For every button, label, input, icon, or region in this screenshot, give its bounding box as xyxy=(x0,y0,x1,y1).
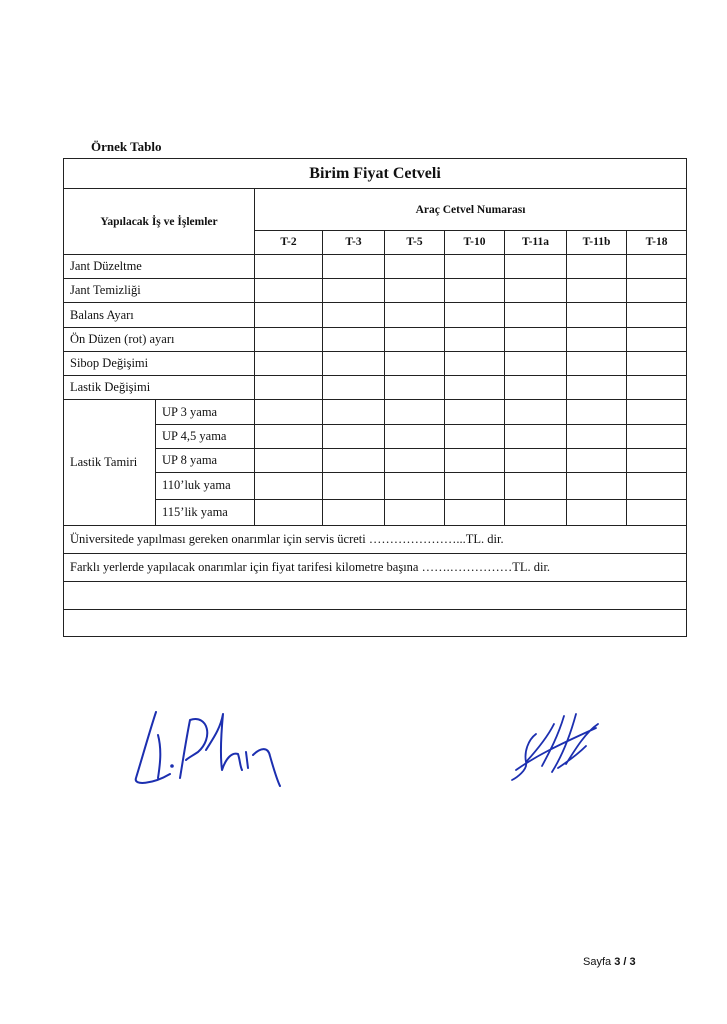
price-cell xyxy=(385,279,445,303)
price-cell xyxy=(505,376,567,400)
price-cell xyxy=(627,351,687,375)
price-cell xyxy=(567,376,627,400)
price-cell xyxy=(385,400,445,424)
unit-price-table xyxy=(63,158,687,637)
price-cell xyxy=(445,254,505,278)
fee-note: Üniversitede yapılması gereken onarımlar için servis ücreti …………………...TL. dir. xyxy=(64,525,687,553)
price-cell xyxy=(323,254,385,278)
price-cell xyxy=(505,327,567,351)
column-header: T-11b xyxy=(567,230,627,254)
column-header: T-11a xyxy=(505,230,567,254)
signature-right xyxy=(506,706,606,786)
price-cell xyxy=(505,448,567,472)
repair-item-label: UP 8 yama xyxy=(156,448,255,472)
table-row xyxy=(64,554,687,582)
price-cell xyxy=(505,499,567,525)
table-row xyxy=(64,448,687,472)
table-row xyxy=(64,327,687,351)
price-cell xyxy=(627,448,687,472)
price-cell xyxy=(385,448,445,472)
table-row xyxy=(64,279,687,303)
price-cell xyxy=(323,400,385,424)
repair-item-label: 115’lik yama xyxy=(156,499,255,525)
tire-repair-label: Lastik Tamiri xyxy=(64,400,156,525)
price-cell xyxy=(255,499,323,525)
price-cell xyxy=(255,448,323,472)
price-cell xyxy=(385,473,445,499)
table-row xyxy=(64,424,687,448)
table-row xyxy=(64,499,687,525)
blank-row xyxy=(64,609,687,636)
blank-cell xyxy=(64,609,687,636)
repair-item-label: 110’luk yama xyxy=(156,473,255,499)
price-cell xyxy=(505,424,567,448)
price-cell xyxy=(255,351,323,375)
price-cell xyxy=(567,327,627,351)
table-row xyxy=(64,525,687,553)
price-cell xyxy=(385,376,445,400)
price-cell xyxy=(445,473,505,499)
signature-left xyxy=(128,700,298,790)
price-cell xyxy=(567,254,627,278)
page-number xyxy=(583,956,636,968)
price-cell xyxy=(255,279,323,303)
task-label: Balans Ayarı xyxy=(64,303,255,327)
price-cell xyxy=(445,303,505,327)
column-header: T-3 xyxy=(323,230,385,254)
price-cell xyxy=(505,279,567,303)
column-header: T-5 xyxy=(385,230,445,254)
price-cell xyxy=(323,499,385,525)
price-cell xyxy=(627,327,687,351)
blank-cell xyxy=(64,582,687,609)
column-header: T-10 xyxy=(445,230,505,254)
price-cell xyxy=(445,376,505,400)
price-cell xyxy=(323,279,385,303)
price-cell xyxy=(505,303,567,327)
task-label: Sibop Değişimi xyxy=(64,351,255,375)
price-cell xyxy=(627,279,687,303)
price-cell xyxy=(445,424,505,448)
table-title: Birim Fiyat Cetveli xyxy=(64,159,687,189)
price-cell xyxy=(323,473,385,499)
price-cell xyxy=(385,424,445,448)
price-cell xyxy=(627,254,687,278)
repair-item-label: UP 3 yama xyxy=(156,400,255,424)
price-cell xyxy=(567,448,627,472)
repair-item-label: UP 4,5 yama xyxy=(156,424,255,448)
table-row xyxy=(64,303,687,327)
price-cell xyxy=(385,327,445,351)
fee-note: Farklı yerlerde yapılacak onarımlar için fiyat tarifesi kilometre başına …….……………TL. dir. xyxy=(64,554,687,582)
price-cell xyxy=(627,303,687,327)
price-cell xyxy=(323,351,385,375)
price-cell xyxy=(505,473,567,499)
price-cell xyxy=(385,351,445,375)
blank-row xyxy=(64,582,687,609)
price-cell xyxy=(567,279,627,303)
price-cell xyxy=(567,303,627,327)
price-cell xyxy=(255,254,323,278)
task-column-header: Yapılacak İş ve İşlemler xyxy=(64,189,255,255)
price-cell xyxy=(323,376,385,400)
price-cell xyxy=(627,376,687,400)
task-label: Jant Düzeltme xyxy=(64,254,255,278)
page-value: 3 / 3 xyxy=(614,956,636,968)
vehicle-number-group-header: Araç Cetvel Numarası xyxy=(255,189,687,230)
table-row xyxy=(64,376,687,400)
price-cell xyxy=(323,448,385,472)
price-cell xyxy=(445,499,505,525)
price-cell xyxy=(567,499,627,525)
price-cell xyxy=(567,424,627,448)
price-cell xyxy=(255,473,323,499)
document-heading: Örnek Tablo xyxy=(91,139,162,154)
price-cell xyxy=(445,327,505,351)
task-label: Jant Temizliği xyxy=(64,279,255,303)
price-cell xyxy=(255,327,323,351)
price-cell xyxy=(505,400,567,424)
price-cell xyxy=(323,424,385,448)
price-cell xyxy=(505,351,567,375)
price-cell xyxy=(445,351,505,375)
price-cell xyxy=(567,473,627,499)
price-cell xyxy=(567,400,627,424)
table-row xyxy=(64,473,687,499)
price-cell xyxy=(255,303,323,327)
price-cell xyxy=(323,327,385,351)
price-cell xyxy=(627,473,687,499)
price-cell xyxy=(385,254,445,278)
table-row xyxy=(64,254,687,278)
task-label: Ön Düzen (rot) ayarı xyxy=(64,327,255,351)
price-cell xyxy=(323,303,385,327)
task-label: Lastik Değişimi xyxy=(64,376,255,400)
price-cell xyxy=(385,499,445,525)
price-cell xyxy=(505,254,567,278)
price-cell xyxy=(445,448,505,472)
price-cell xyxy=(627,424,687,448)
price-cell xyxy=(255,376,323,400)
price-cell xyxy=(627,400,687,424)
table-row xyxy=(64,400,687,424)
table-row xyxy=(64,351,687,375)
price-cell xyxy=(255,424,323,448)
price-cell xyxy=(627,499,687,525)
price-cell xyxy=(567,351,627,375)
price-cell xyxy=(445,279,505,303)
column-header: T-18 xyxy=(627,230,687,254)
price-cell xyxy=(255,400,323,424)
price-cell xyxy=(385,303,445,327)
page-label: Sayfa xyxy=(583,956,612,968)
price-cell xyxy=(445,400,505,424)
column-header: T-2 xyxy=(255,230,323,254)
